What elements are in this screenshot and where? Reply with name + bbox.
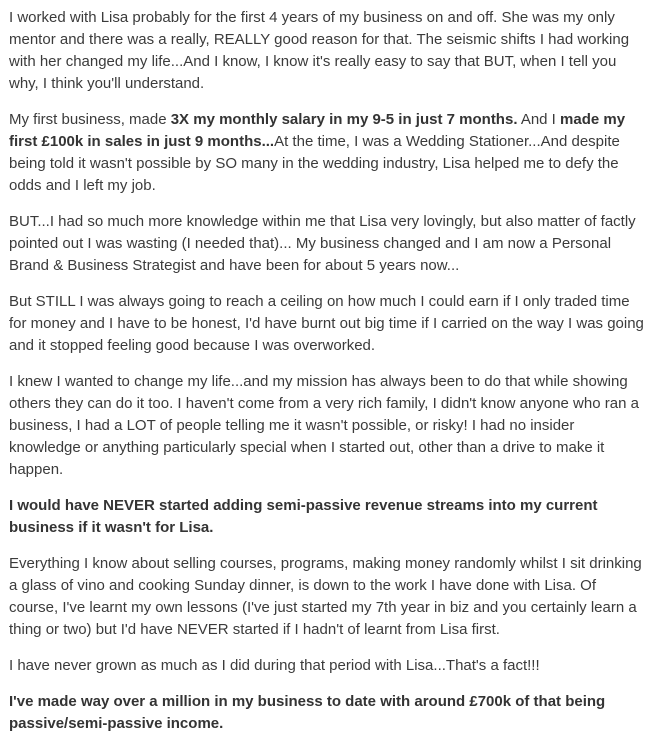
testimonial-paragraph-7 [9, 553, 649, 641]
text-run: Everything I know about selling courses, programs, making money randomly whilst I sit drinking a glass of vino and cooking Sunday dinner, is down to the work I have done with Lisa. Of course, I've learnt my own lessons (I've just started my 7th year in biz and you certainly learn a thing or two) but I'd have NEVER started if I hadn't of learnt from Lisa first. [9, 555, 642, 638]
text-run: At the time, I was a Wedding Stationer...And despite being told it wasn't possible by SO many in the wedding industry, Lisa helped me to defy the odds and I left my job. [9, 133, 620, 194]
text-run: And I [517, 111, 561, 128]
bold-text-run: I've made way over a million in my business to date with around £700k of that being passive/semi-passive income. [9, 693, 606, 732]
text-run: But STILL I was always going to reach a ceiling on how much I could earn if I only traded time for money and I have to be honest, I'd have burnt out big time if I carried on the way I was going and it stopped feeling good because I was overworked. [9, 293, 644, 354]
text-run: I worked with Lisa probably for the first 4 years of my business on and off. She was my only mentor and there was a really, REALLY good reason for that. The seismic shifts I had working with her changed my life...And I know, I know it's really easy to say that BUT, when I tell you why, I think you'll understand. [9, 9, 630, 92]
bold-text-run: I would have NEVER started adding semi-passive revenue streams into my current business if it wasn't for Lisa. [9, 497, 598, 536]
text-run: BUT...I had so much more knowledge within me that Lisa very lovingly, but also matter of factly pointed out I was wasting (I needed that)... My business changed and I am now a Personal Brand & Business Strategist and have been for about 5 years now... [9, 213, 636, 274]
testimonial-paragraph-4 [9, 291, 649, 357]
text-run: My first business, made [9, 111, 171, 128]
testimonial-paragraph-2 [9, 109, 649, 197]
testimonial-paragraph-9 [9, 691, 649, 735]
testimonial-paragraph-8 [9, 655, 649, 677]
bold-text-run: made my first £100k in sales in just 9 months... [9, 111, 626, 150]
testimonial-paragraph-1 [9, 7, 649, 95]
testimonial-paragraph-6 [9, 495, 649, 539]
testimonial-paragraph-3 [9, 211, 649, 277]
testimonial-paragraph-5 [9, 371, 649, 481]
text-run: I have never grown as much as I did during that period with Lisa...That's a fact!!! [9, 657, 540, 674]
text-run: I knew I wanted to change my life...and my mission has always been to do that while showing others they can do it too. I haven't come from a very rich family, I didn't know anyone who ran a business, I had a LOT of people telling me it wasn't possible, or risky! I had no insider knowledge or anything particularly special when I started out, other than a drive to make it happen. [9, 373, 639, 478]
bold-text-run: 3X my monthly salary in my 9-5 in just 7 months. [170, 111, 518, 128]
